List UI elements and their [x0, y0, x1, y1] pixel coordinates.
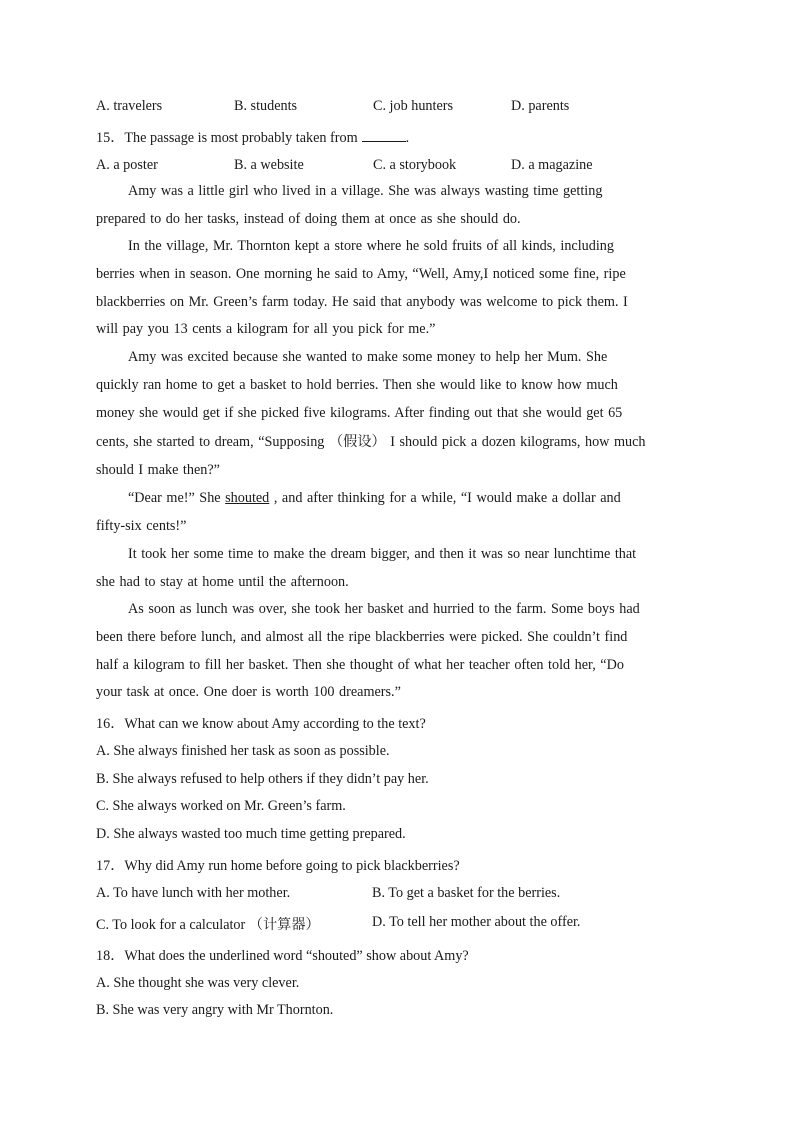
q16-option-a: A. She always finished her task as soon as possible.	[96, 743, 390, 759]
passage-paragraph-4	[96, 485, 698, 541]
passage-line: been there before lunch, and almost all the ripe blackberries were picked. She couldn’t find	[96, 628, 628, 645]
q17-option-d: D. To tell her mother about the offer.	[372, 914, 581, 930]
passage-line: It took her some time to make the dream bigger, and then it was so near lunchtime that	[128, 546, 637, 562]
q15-option-c: C. a storybook	[373, 157, 457, 173]
q14-option-d: D. parents	[511, 98, 570, 114]
passage-text: “Dear me!” She	[128, 490, 226, 506]
q15-option-d: D. a magazine	[511, 157, 593, 173]
q15-stem-text: 15．The passage is most probably taken from	[96, 130, 358, 146]
passage-line: quickly ran home to get a basket to hold berries. Then she would like to know how much	[96, 376, 618, 393]
passage-paragraph-2	[96, 233, 698, 344]
q17-stem: 17．Why did Amy run home before going to pick blackberries?	[96, 858, 460, 874]
q18-option-b: B. She was very angry with Mr Thornton.	[96, 1002, 334, 1018]
passage-line: Amy was a little girl who lived in a village. She was always wasting time getting	[128, 183, 603, 199]
passage-line: In the village, Mr. Thornton kept a store where he sold fruits of all kinds, including	[128, 238, 614, 254]
passage-line: cents, she started to dream, “Supposing （假设） I should pick a dozen kilograms, how much	[96, 434, 646, 451]
passage-line: should I make then?”	[96, 462, 220, 479]
answer-blank	[362, 129, 406, 142]
passage-line: half a kilogram to fill her basket. Then she thought of what her teacher often told her, “Do	[96, 656, 624, 673]
q14-option-a: A. travelers	[96, 98, 163, 114]
passage-line: your task at once. One doer is worth 100 dreamers.”	[96, 684, 401, 701]
q15-stem	[96, 127, 409, 147]
q15-stem-end: .	[405, 130, 410, 146]
underlined-word-shouted: shouted	[225, 490, 270, 506]
passage-line: prepared to do her tasks, instead of doing them at once as she should do.	[96, 210, 521, 227]
q18-stem: 18．What does the underlined word “shouted” show about Amy?	[96, 948, 469, 964]
passage-paragraph-5	[96, 541, 698, 597]
q14-option-c: C. job hunters	[373, 98, 453, 114]
q17-option-a: A. To have lunch with her mother.	[96, 885, 291, 901]
q16-stem: 16．What can we know about Amy according to the text?	[96, 716, 426, 732]
passage-line: fifty-six cents!”	[96, 517, 187, 534]
q18-option-a: A. She thought she was very clever.	[96, 975, 300, 991]
passage-paragraph-1	[96, 178, 698, 234]
q17-option-c: C. To look for a calculator （计算器）	[96, 917, 320, 933]
passage-line: money she would get if she picked five kilograms. After finding out that she would get 65	[96, 404, 623, 421]
q17-option-b: B. To get a basket for the berries.	[372, 885, 561, 901]
passage-line: As soon as lunch was over, she took her basket and hurried to the farm. Some boys had	[128, 601, 640, 617]
q14-option-b: B. students	[234, 98, 298, 114]
q16-option-b: B. She always refused to help others if they didn’t pay her.	[96, 771, 429, 787]
passage-line	[96, 485, 698, 513]
passage-line: berries when in season. One morning he said to Amy, “Well, Amy,I noticed some fine, ripe	[96, 265, 626, 282]
q16-option-d: D. She always wasted too much time getting prepared.	[96, 826, 406, 842]
passage-line: will pay you 13 cents a kilogram for all you pick for me.”	[96, 321, 436, 338]
q16-option-c: C. She always worked on Mr. Green’s farm.	[96, 798, 346, 814]
passage-line: she had to stay at home until the afternoon.	[96, 573, 349, 590]
q15-option-a: A. a poster	[96, 157, 158, 173]
passage-line: Amy was excited because she wanted to make some money to help her Mum. She	[128, 349, 608, 365]
passage-paragraph-6	[96, 596, 698, 707]
q15-option-b: B. a website	[234, 157, 304, 173]
passage-paragraph-3	[96, 344, 698, 485]
passage-text: , and after thinking for a while, “I would make a dollar and	[269, 490, 621, 506]
passage-line: blackberries on Mr. Green’s farm today. He said that anybody was welcome to pick them. I	[96, 293, 628, 310]
